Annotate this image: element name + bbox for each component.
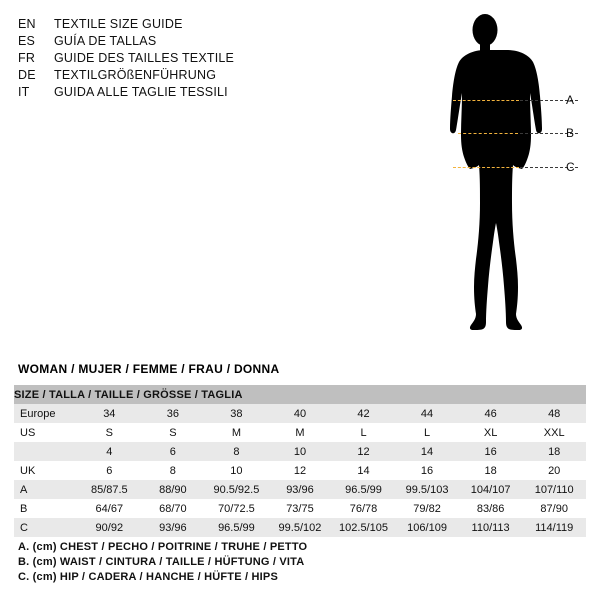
table-cell: 107/110 (522, 480, 586, 499)
row-label: B (14, 499, 78, 518)
table-cell: 44 (395, 404, 459, 423)
table-cell: 10 (205, 461, 269, 480)
table-cell: 90/92 (78, 518, 142, 537)
table-cell: 93/96 (141, 518, 205, 537)
table-cell: 102.5/105 (332, 518, 396, 537)
language-row (18, 67, 418, 83)
table-cell: S (78, 423, 142, 442)
measure-line-chest (453, 100, 519, 101)
table-cell: 10 (268, 442, 332, 461)
language-code: EN (18, 17, 36, 31)
table-cell: 93/96 (268, 480, 332, 499)
table-cell: 46 (459, 404, 523, 423)
table-cell: 87/90 (522, 499, 586, 518)
table-cell: 99.5/103 (395, 480, 459, 499)
table-cell: 114/119 (522, 518, 586, 537)
table-cell: S (141, 423, 205, 442)
table-cell: 48 (522, 404, 586, 423)
table-cell: 18 (459, 461, 523, 480)
row-label: A (14, 480, 78, 499)
table-cell: 70/72.5 (205, 499, 269, 518)
table-row (14, 404, 586, 423)
table-cell: 42 (332, 404, 396, 423)
table-header-label: SIZE / TALLA / TAILLE / GRÖSSE / TAGLIA (14, 385, 586, 404)
language-row (18, 16, 418, 32)
table-cell: 104/107 (459, 480, 523, 499)
table-row (14, 442, 586, 461)
table-cell: 12 (332, 442, 396, 461)
legend-item-waist: B. (cm) WAIST / CINTURA / TAILLE / HÜFTUNG / VITA (18, 556, 305, 568)
female-body-figure (420, 8, 595, 378)
section-title: WOMAN / MUJER / FEMME / FRAU / DONNA (18, 362, 280, 376)
table-cell: 99.5/102 (268, 518, 332, 537)
row-label: US (14, 423, 78, 442)
language-row (18, 50, 418, 66)
row-label: C (14, 518, 78, 537)
measure-line-hip (453, 167, 519, 168)
measure-line-waist (458, 133, 518, 134)
table-cell: 8 (205, 442, 269, 461)
table-row (14, 480, 586, 499)
table-cell: 88/90 (141, 480, 205, 499)
table-cell: 34 (78, 404, 142, 423)
language-code: ES (18, 34, 36, 48)
language-code: DE (18, 68, 36, 82)
legend-item-chest: A. (cm) CHEST / PECHO / POITRINE / TRUHE / PETTO (18, 541, 308, 553)
measure-label-a: A (566, 93, 575, 107)
table-cell: 14 (332, 461, 396, 480)
table-cell: 18 (522, 442, 586, 461)
table-cell: 4 (78, 442, 142, 461)
table-cell: 40 (268, 404, 332, 423)
language-row (18, 84, 418, 100)
table-cell: 14 (395, 442, 459, 461)
language-row (18, 33, 418, 49)
language-code: IT (18, 85, 30, 99)
table-cell: 76/78 (332, 499, 396, 518)
table-cell: XXL (522, 423, 586, 442)
table-cell: 90.5/92.5 (205, 480, 269, 499)
table-cell: 106/109 (395, 518, 459, 537)
measure-label-b: B (566, 126, 575, 140)
table-header-row (14, 385, 586, 404)
table-cell: L (332, 423, 396, 442)
legend-item-hip: C. (cm) HIP / CADERA / HANCHE / HÜFTE / HIPS (18, 571, 278, 583)
table-cell: 96.5/99 (205, 518, 269, 537)
table-cell: 16 (395, 461, 459, 480)
language-title-list (18, 16, 418, 101)
table-cell: 83/86 (459, 499, 523, 518)
table-cell: 79/82 (395, 499, 459, 518)
table-cell: 12 (268, 461, 332, 480)
table-row (14, 518, 586, 537)
language-title: GUIDA ALLE TAGLIE TESSILI (54, 85, 228, 99)
table-cell: 20 (522, 461, 586, 480)
language-title: TEXTILGRÖßENFÜHRUNG (54, 68, 217, 82)
table-cell: M (268, 423, 332, 442)
language-code: FR (18, 51, 36, 65)
table-cell: 64/67 (78, 499, 142, 518)
table-cell: M (205, 423, 269, 442)
table-cell: 110/113 (459, 518, 523, 537)
row-label: UK (14, 461, 78, 480)
table-cell: 68/70 (141, 499, 205, 518)
table-row (14, 499, 586, 518)
table-cell: 16 (459, 442, 523, 461)
table-cell: XL (459, 423, 523, 442)
size-table-wrapper (14, 385, 586, 537)
table-cell: 8 (141, 461, 205, 480)
table-cell: 96.5/99 (332, 480, 396, 499)
language-title: GUIDE DES TAILLES TEXTILE (54, 51, 235, 65)
table-cell: 6 (141, 442, 205, 461)
table-cell: 85/87.5 (78, 480, 142, 499)
table-cell: 38 (205, 404, 269, 423)
female-silhouette-icon (420, 8, 595, 378)
language-title: GUÍA DE TALLAS (54, 34, 157, 48)
row-label (14, 442, 78, 461)
table-row (14, 461, 586, 480)
table-cell: L (395, 423, 459, 442)
size-table (14, 385, 586, 537)
measure-label-c: C (566, 160, 575, 174)
table-cell: 6 (78, 461, 142, 480)
row-label: Europe (14, 404, 78, 423)
measurement-legend (18, 540, 578, 585)
table-row (14, 423, 586, 442)
table-cell: 73/75 (268, 499, 332, 518)
table-cell: 36 (141, 404, 205, 423)
language-title: TEXTILE SIZE GUIDE (54, 17, 183, 31)
